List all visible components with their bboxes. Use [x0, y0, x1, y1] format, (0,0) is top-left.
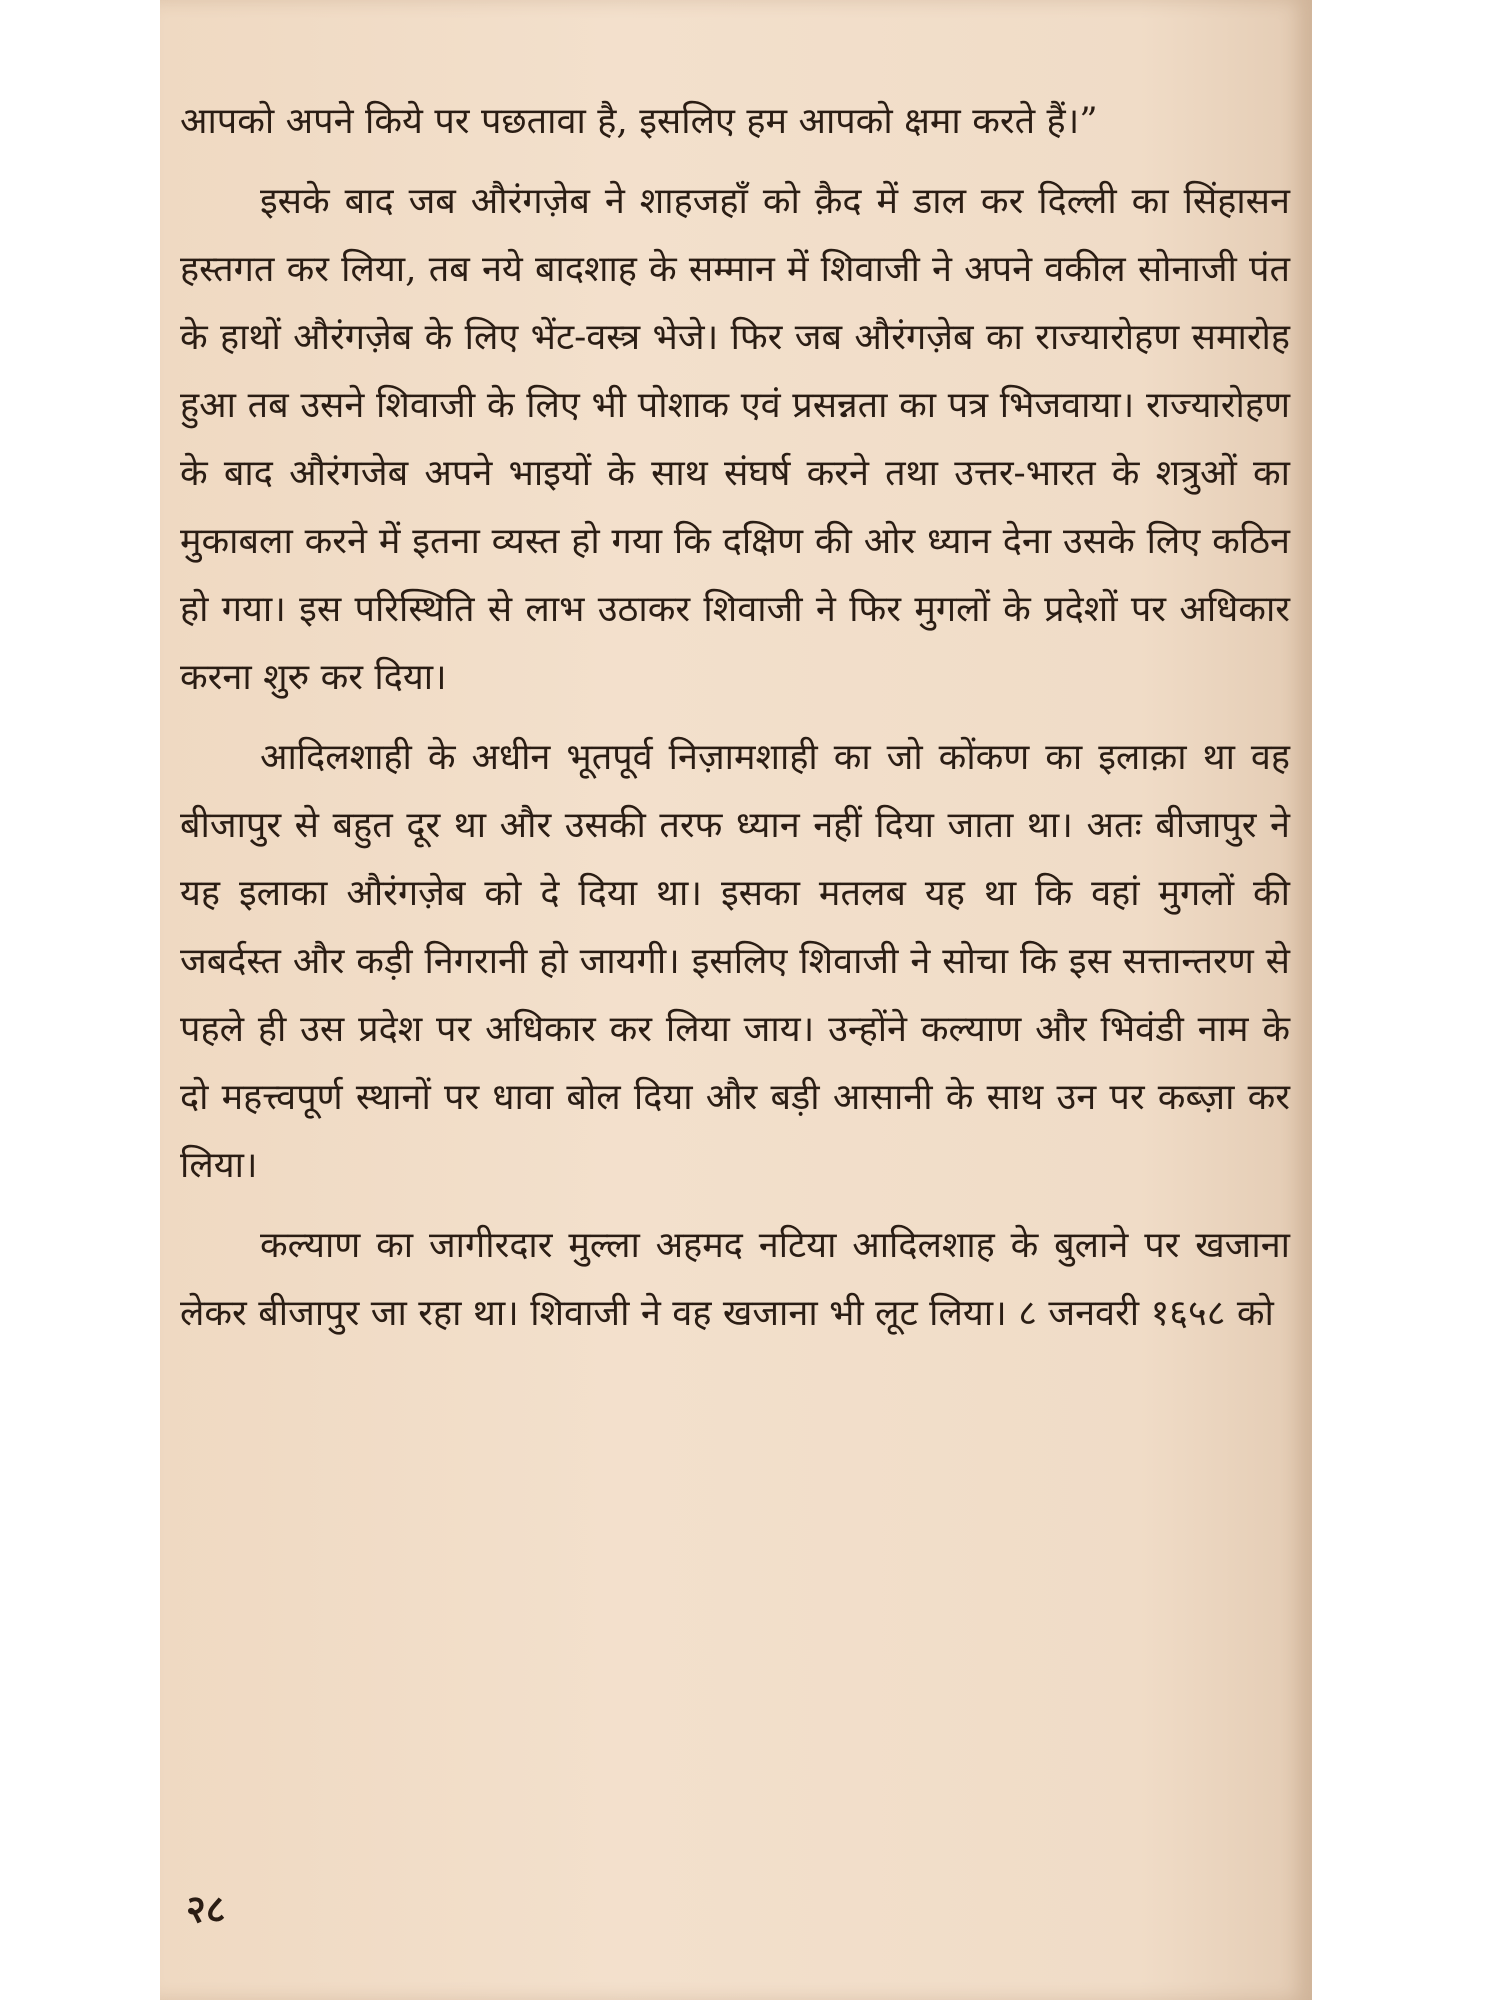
paragraph-2: इसके बाद जब औरंगज़ेब ने शाहजहाँ को क़ैद में डाल कर दिल्ली का सिंहासन हस्तगत कर लिया, तब नये बादशाह के सम्मान में शिवाजी ने अपने वकील सोनाजी पंत के हाथों औरंगज़ेब के लिए भेंट-वस्त्र भेजे। फिर जब औरंगज़ेब का राज्यारोहण समारोह हुआ तब उसने शिवाजी के लिए भी पोशाक एवं प्रसन्नता का पत्र भिजवाया। राज्यारोहण के बाद औरंगजेब अपने भाइयों के साथ संघर्ष करने तथा उत्तर-भारत के शत्रुओं का मुकाबला करने में इतना व्यस्त हो गया कि दक्षिण की ओर ध्यान देना उसके लिए कठिन हो गया। इस परिस्थिति से लाभ उठाकर शिवाजी ने फिर मुगलों के प्रदेशों पर अधिकार करना शुरु कर दिया। [180, 181, 1290, 698]
page-number: २८ [186, 1886, 226, 1931]
paragraph-1: आपको अपने किये पर पछतावा है, इसलिए हम आपको क्षमा करते हैं।” [180, 101, 1098, 142]
body-text [180, 88, 1290, 1360]
paragraph-3: आदिलशाही के अधीन भूतपूर्व निज़ामशाही का जो कोंकण का इलाक़ा था वह बीजापुर से बहुत दूर था और उसकी तरफ ध्यान नहीं दिया जाता था। अतः बीजापुर ने यह इलाका औरंगज़ेब को दे दिया था। इसका मतलब यह था कि वहां मुगलों की जबर्दस्त और कड़ी निगरानी हो जायगी। इसलिए शिवाजी ने सोचा कि इस सत्तान्तरण से पहले ही उस प्रदेश पर अधिकार कर लिया जाय। उन्होंने कल्याण और भिवंडी नाम के दो महत्त्वपूर्ण स्थानों पर धावा बोल दिया और बड़ी आसानी के साथ उन पर कब्ज़ा कर लिया। [180, 737, 1290, 1186]
book-page [160, 0, 1312, 2000]
paragraph-4: कल्याण का जागीरदार मुल्ला अहमद नटिया आदिलशाह के बुलाने पर खजाना लेकर बीजापुर जा रहा था। शिवाजी ने वह खजाना भी लूट लिया। ८ जनवरी १६५८ को [180, 1225, 1290, 1334]
